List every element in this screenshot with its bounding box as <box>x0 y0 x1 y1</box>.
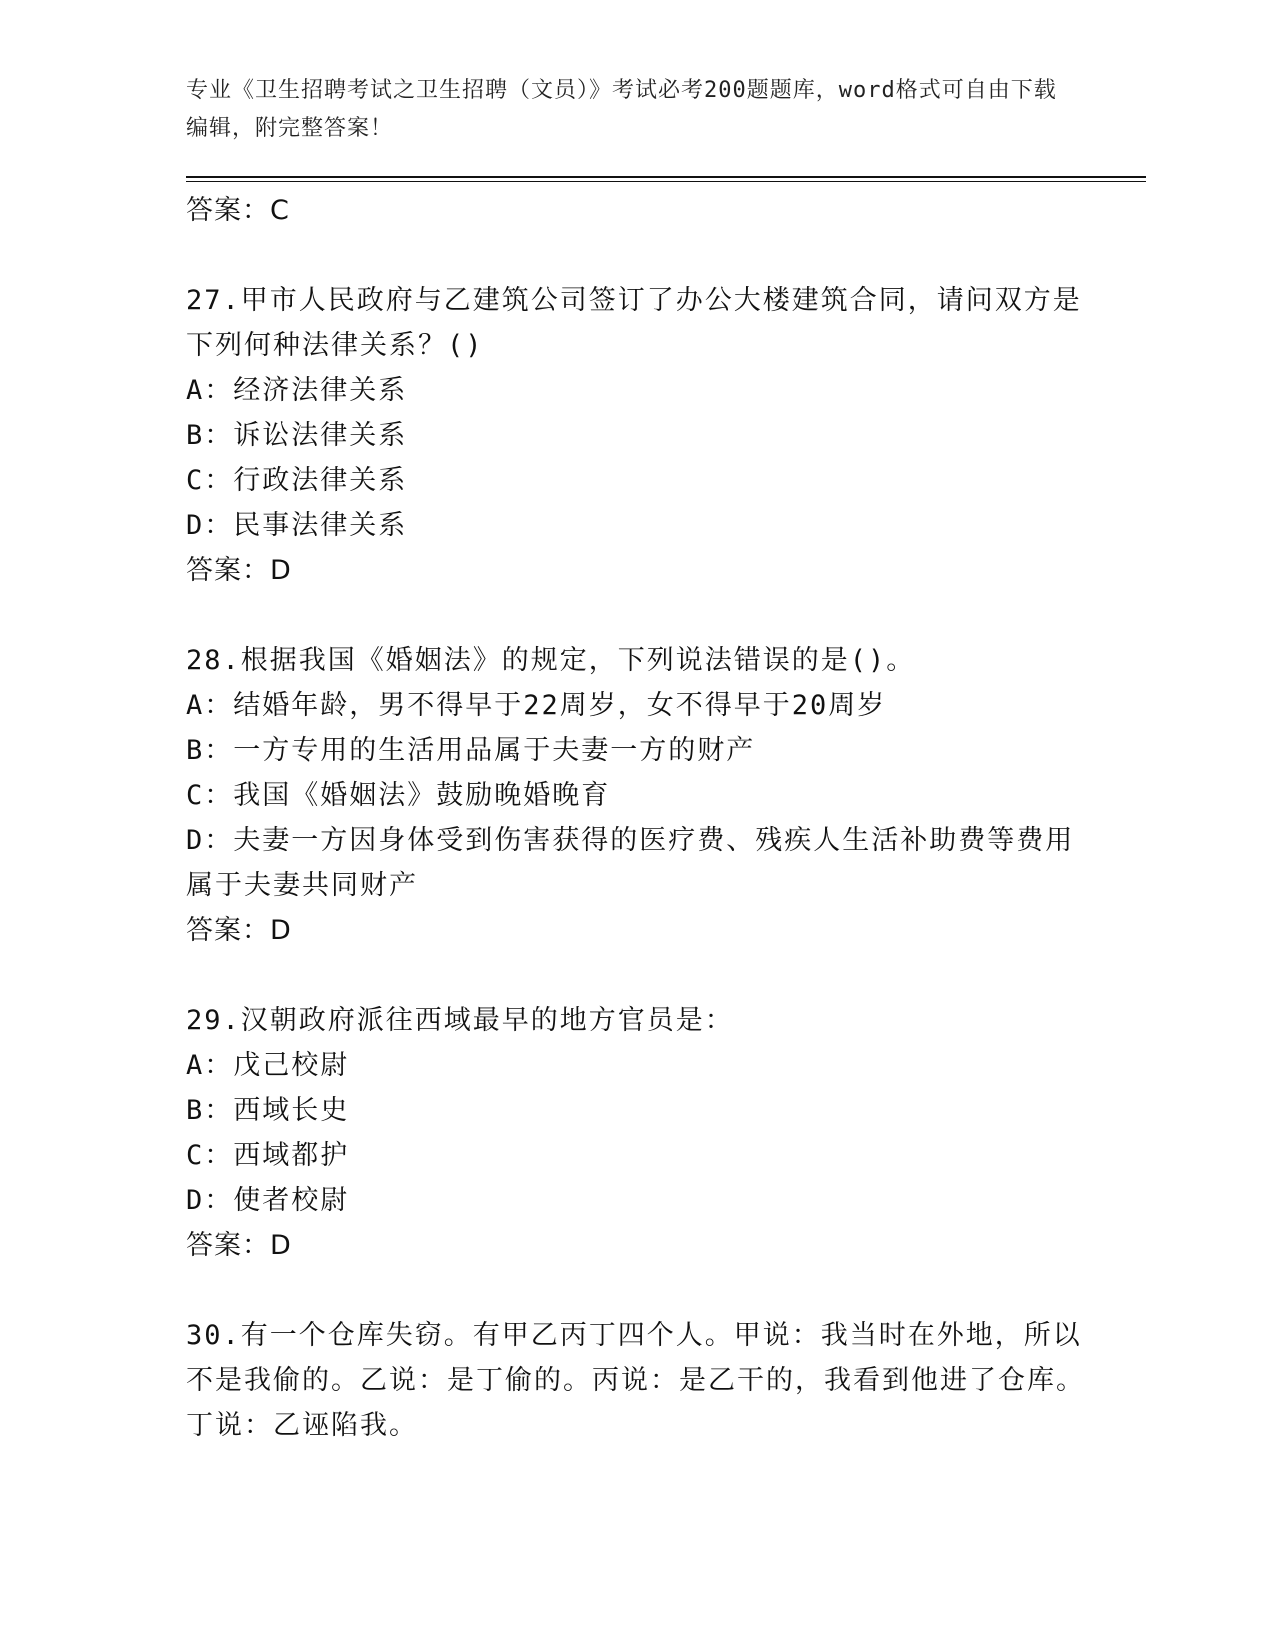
header-rule-thin <box>186 181 1146 182</box>
option-c: C：西域都护 <box>186 1140 350 1171</box>
answer-label: 答案：D <box>186 1230 292 1261</box>
spacer <box>186 953 1086 998</box>
question-28 <box>186 638 1086 953</box>
header-rule-thick <box>186 176 1146 178</box>
answer-label: 答案：D <box>186 555 292 586</box>
spacer <box>186 1268 1086 1313</box>
question-30 <box>186 1313 1086 1448</box>
document-header <box>186 72 1066 148</box>
question-stem: 27.甲市人民政府与乙建筑公司签订了办公大楼建筑合同，请问双方是下列何种法律关系？() <box>186 285 1082 361</box>
spacer <box>186 593 1086 638</box>
header-text: 专业《卫生招聘考试之卫生招聘（文员）》考试必考200题题库，word格式可自由下载编辑，附完整答案！ <box>186 78 1057 141</box>
question-27 <box>186 278 1086 593</box>
option-a: A：经济法律关系 <box>186 375 408 406</box>
question-stem: 29.汉朝政府派往西域最早的地方官员是： <box>186 1005 734 1036</box>
question-stem: 28.根据我国《婚姻法》的规定，下列说法错误的是()。 <box>186 645 916 676</box>
option-c: C：行政法律关系 <box>186 465 408 496</box>
option-a: A：戊己校尉 <box>186 1050 350 1081</box>
question-content <box>186 188 1086 1448</box>
option-d: D：夫妻一方因身体受到伤害获得的医疗费、残疾人生活补助费等费用属于夫妻共同财产 <box>186 825 1075 901</box>
option-c: C：我国《婚姻法》鼓励晚婚晚育 <box>186 780 611 811</box>
question-29 <box>186 998 1086 1268</box>
question-stem: 30.有一个仓库失窃。有甲乙丙丁四个人。甲说：我当时在外地，所以不是我偷的。乙说：是丁偷的。丙说：是乙干的，我看到他进了仓库。丁说：乙诬陷我。 <box>186 1320 1085 1441</box>
option-d: D：民事法律关系 <box>186 510 408 541</box>
option-b: B：西域长史 <box>186 1095 350 1126</box>
spacer <box>186 233 1086 278</box>
option-b: B：一方专用的生活用品属于夫妻一方的财产 <box>186 735 756 766</box>
answer-label: 答案：C <box>186 195 290 226</box>
option-d: D：使者校尉 <box>186 1185 350 1216</box>
option-b: B：诉讼法律关系 <box>186 420 408 451</box>
answer-label: 答案：D <box>186 915 292 946</box>
option-a: A：结婚年龄，男不得早于22周岁，女不得早于20周岁 <box>186 690 887 721</box>
